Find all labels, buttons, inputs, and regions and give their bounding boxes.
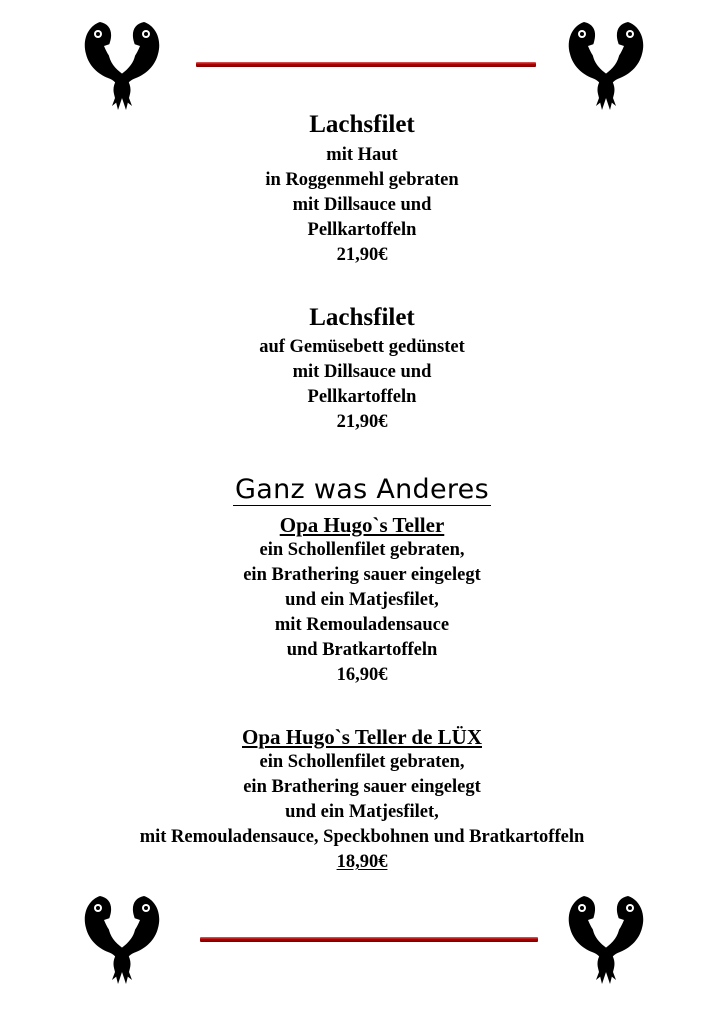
section-heading-text: Ganz was Anderes [235, 474, 489, 505]
dish-description: mit Haut [326, 145, 398, 165]
dish-price: 21,90€ [336, 245, 388, 265]
dish-description: mit Remouladensauce, Speckbohnen und Bratkartoffeln [139, 827, 585, 847]
dish-price: 16,90€ [336, 665, 388, 685]
dish-description: in Roggenmehl gebraten [265, 170, 459, 190]
dish-description: mit Remouladensauce [274, 615, 450, 635]
dish-title: Lachsfilet [309, 111, 415, 138]
dish-description: mit Dillsauce und [292, 362, 432, 382]
dish-description: ein Schollenfilet gebraten, [259, 752, 465, 772]
dish-description: Pellkartoffeln [307, 387, 417, 407]
dish-description: ein Schollenfilet gebraten, [259, 540, 465, 560]
bottom-divider [200, 937, 538, 942]
fish-pair-icon [78, 16, 168, 114]
dish-description: ein Brathering sauer eingelegt [243, 777, 481, 797]
dish-description: und ein Matjesfilet, [285, 802, 439, 822]
dish-description: auf Gemüsebett gedünstet [259, 337, 465, 357]
dish-description: mit Dillsauce und [292, 195, 432, 215]
dish-title: Opa Hugo`s Teller [279, 513, 445, 537]
section-heading [0, 474, 724, 506]
dish-price: 18,90€ [336, 852, 388, 872]
top-divider [196, 62, 536, 67]
dish-description: Pellkartoffeln [307, 220, 417, 240]
dish-title: Lachsfilet [309, 304, 415, 331]
dish-description: und Bratkartoffeln [286, 640, 438, 660]
fish-pair-icon [562, 890, 652, 988]
fish-pair-icon [562, 16, 652, 114]
dish-price: 21,90€ [336, 412, 388, 432]
dish-title: Opa Hugo`s Teller de LÜX [242, 725, 482, 749]
fish-pair-icon [78, 890, 168, 988]
dish-description: ein Brathering sauer eingelegt [243, 565, 481, 585]
dish-description: und ein Matjesfilet, [285, 590, 439, 610]
